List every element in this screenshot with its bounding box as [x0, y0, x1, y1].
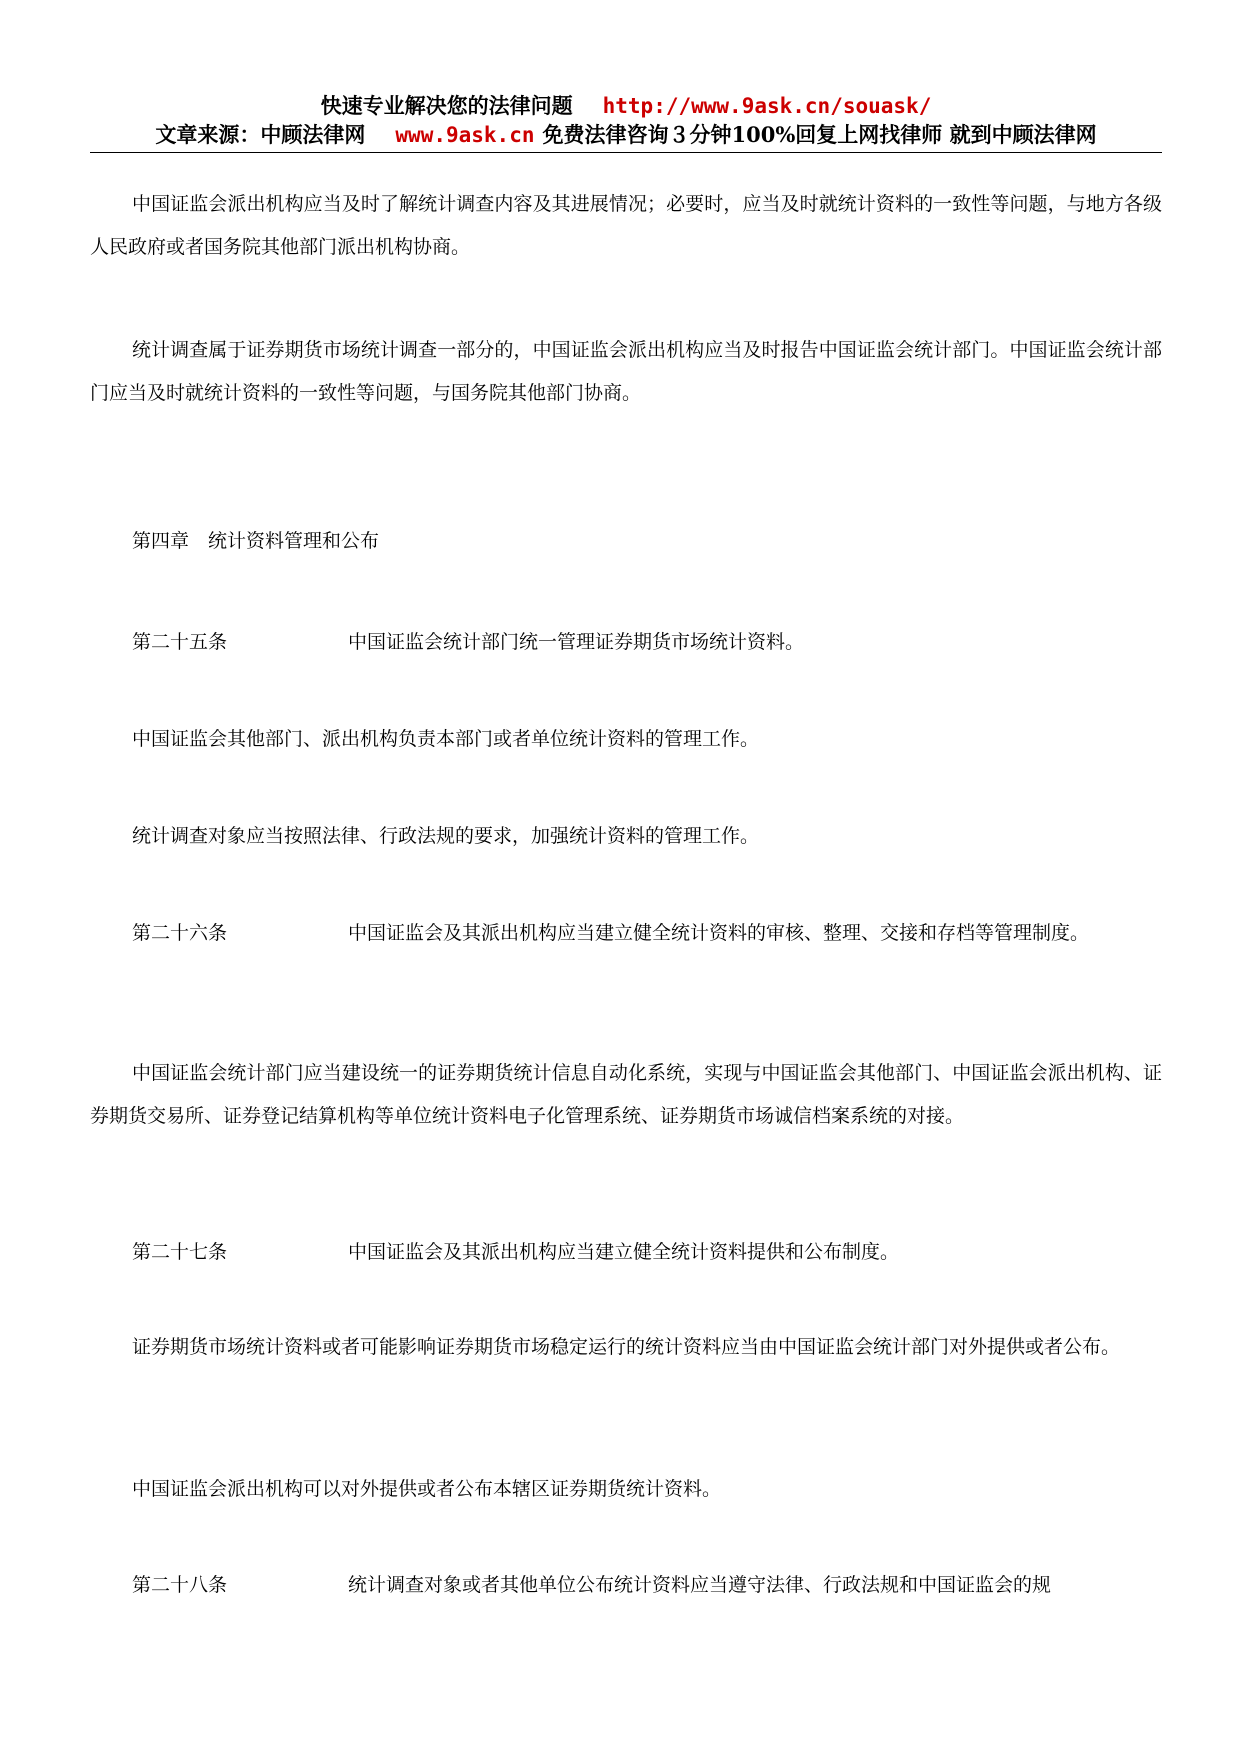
header-tagline: 快速专业解决您的法律问题 [320, 93, 573, 118]
header-line-2 [90, 121, 1162, 149]
article-number: 第二十六条 [132, 922, 228, 944]
paragraph-text: 中国证监会其他部门、派出机构负责本部门或者单位统计资料的管理工作。 [132, 728, 760, 750]
header-line-1 [90, 92, 1162, 120]
header-url-link[interactable]: http://www.9ask.cn/souask/ [602, 94, 932, 118]
paragraph [90, 1326, 1162, 1369]
page-header [90, 0, 1162, 154]
article-paragraph [90, 1564, 1162, 1607]
paragraph-text: 中国证监会派出机构应当及时了解统计调查内容及其进展情况；必要时，应当及时就统计资料的一致性等问题，与地方各级人民政府或者国务院其他部门派出机构协商。 [90, 193, 1162, 258]
article-paragraph [90, 621, 1162, 664]
paragraph-text: 中国证监会派出机构可以对外提供或者公布本辖区证券期货统计资料。 [132, 1478, 722, 1500]
article-text: 统计调查对象或者其他单位公布统计资料应当遵守法律、行政法规和中国证监会的规 [348, 1574, 1052, 1596]
paragraph [90, 1468, 1162, 1511]
article-number: 第二十五条 [132, 631, 228, 653]
paragraph-text: 证券期货市场统计资料或者可能影响证券期货市场稳定运行的统计资料应当由中国证监会统计部门对外提供或者公布。 [132, 1336, 1121, 1358]
paragraph [90, 718, 1162, 761]
chapter-heading [90, 520, 1162, 563]
header-site-link[interactable]: www.9ask.cn [395, 123, 535, 147]
article-text: 中国证监会统计部门统一管理证券期货市场统计资料。 [348, 631, 805, 653]
article-number: 第二十八条 [132, 1574, 228, 1596]
paragraph [90, 329, 1162, 415]
header-divider [90, 152, 1162, 153]
header-source-label: 文章来源：中顾法律网 [155, 122, 366, 147]
paragraph-text: 统计调查对象应当按照法律、行政法规的要求，加强统计资料的管理工作。 [132, 825, 760, 847]
article-paragraph [90, 1231, 1162, 1274]
paragraph [90, 1052, 1162, 1138]
paragraph [90, 815, 1162, 858]
paragraph-text: 统计调查属于证券期货市场统计调查一部分的，中国证监会派出机构应当及时报告中国证监会统计部门。中国证监会统计部门应当及时就统计资料的一致性等问题，与国务院其他部门协商。 [90, 339, 1162, 404]
paragraph-text: 中国证监会统计部门应当建设统一的证券期货统计信息自动化系统，实现与中国证监会其他部门、中国证监会派出机构、证券期货交易所、证券登记结算机构等单位统计资料电子化管理系统、证券期货市场诚信档案系统的对接。 [90, 1062, 1162, 1127]
article-text: 中国证监会及其派出机构应当建立健全统计资料提供和公布制度。 [348, 1241, 900, 1263]
paragraph [90, 183, 1162, 269]
header-slogan: 免费法律咨询３分钟100%回复上网找律师 就到中顾法律网 [542, 122, 1097, 147]
article-number: 第二十七条 [132, 1241, 228, 1263]
article-paragraph [90, 912, 1162, 955]
chapter-title: 第四章 统计资料管理和公布 [132, 530, 380, 552]
article-text: 中国证监会及其派出机构应当建立健全统计资料的审核、整理、交接和存档等管理制度。 [348, 922, 1090, 944]
